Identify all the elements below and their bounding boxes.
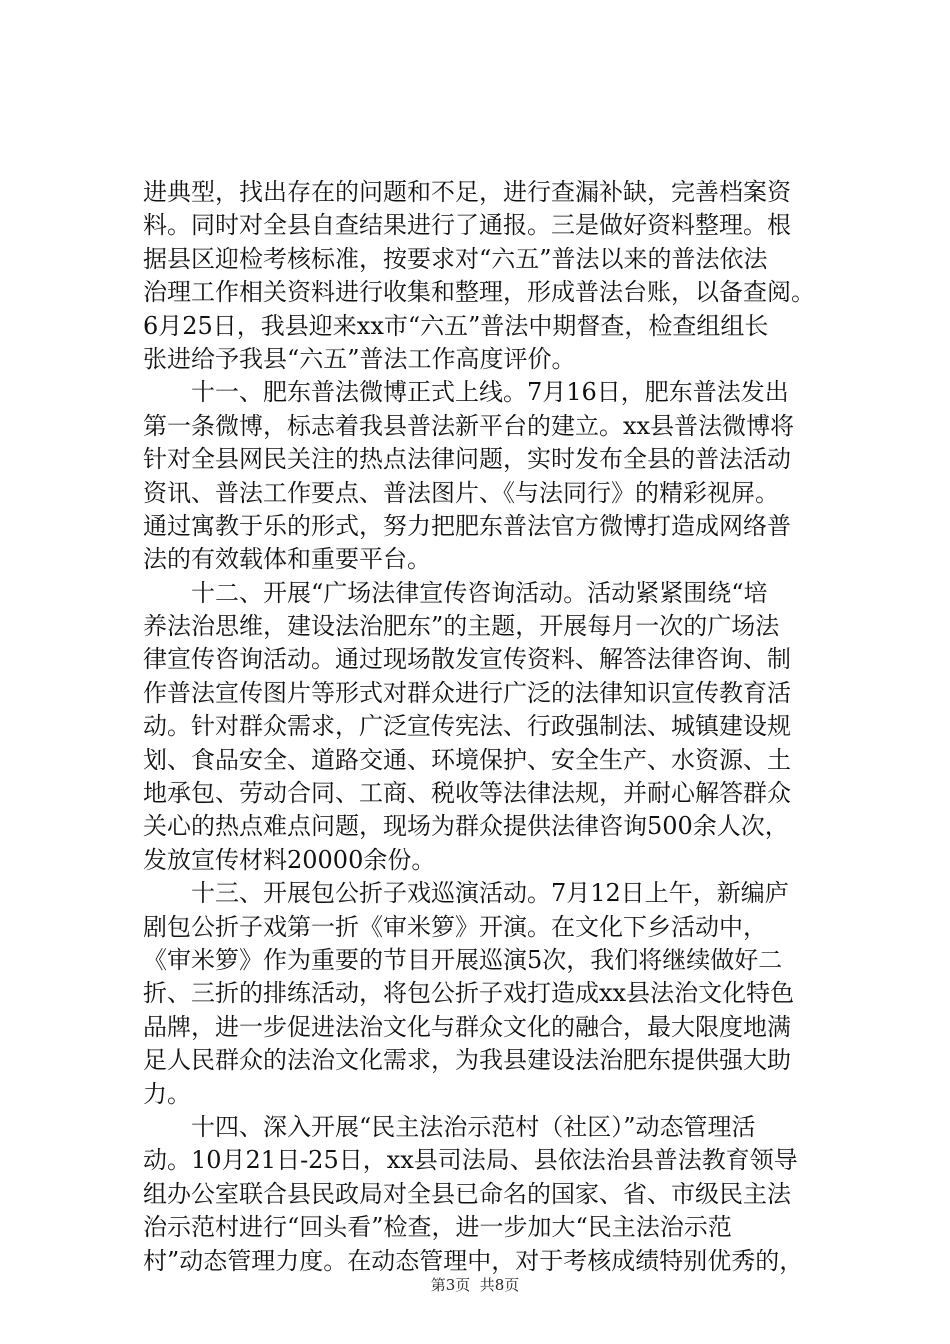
- text-line: 治理工作相关资料进行收集和整理，形成普法台账，以备查阅。: [143, 278, 815, 307]
- text-line: 6月25日，我县迎来xx市“六五”普法中期督查，检查组组长: [143, 311, 769, 340]
- text-line: 关心的热点难点问题，现场为群众提供法律咨询500余人次，: [143, 812, 789, 841]
- text-line: 料。同时对全县自查结果进行了通报。三是做好资料整理。根: [143, 211, 791, 240]
- paragraph-first-line: 十一、肥东普法微博正式上线。7月16日，肥东普法发出: [191, 378, 789, 407]
- text-line: 通过寓教于乐的形式，努力把肥东普法官方微博打造成网络普: [143, 511, 791, 540]
- paragraph-first-line: 十二、开展“广场法律宣传咨询活动。活动紧紧围绕“培: [191, 578, 768, 607]
- text-line: 力。: [143, 1079, 191, 1108]
- text-line: 发放宣传材料20000余份。: [143, 845, 436, 874]
- text-line: 品牌，进一步促进法治文化与群众文化的融合，最大限度地满: [143, 1012, 791, 1041]
- text-line: 张进给予我县“六五”普法工作高度评价。: [143, 344, 576, 373]
- text-line: 作普法宣传图片等形式对群众进行广泛的法律知识宣传教育活: [143, 678, 791, 707]
- document-body: [143, 176, 818, 1278]
- text-line: 治示范村进行“回头看”检查，进一步加大“民主法治示范: [143, 1213, 732, 1242]
- text-line: 组办公室联合县民政局对全县已命名的国家、省、市级民主法: [143, 1179, 791, 1208]
- text-line: 养法治思维，建设法治肥东”的主题，开展每月一次的广场法: [143, 612, 780, 641]
- text-line: 据县区迎检考核标准，按要求对“六五”普法以来的普法依法: [143, 244, 768, 273]
- paragraph-first-line: 十三、开展包公折子戏巡演活动。7月12日上午，新编庐: [191, 879, 789, 908]
- text-line: 资讯、普法工作要点、普法图片、《与法同行》的精彩视屏。: [143, 478, 779, 507]
- text-line: 动。针对群众需求，广泛宣传宪法、行政强制法、城镇建设规: [143, 712, 791, 741]
- text-line: 地承包、劳动合同、工商、税收等法律法规，并耐心解答群众: [143, 779, 791, 808]
- text-line: 足人民群众的法治文化需求，为我县建设法治肥东提供强大助: [143, 1046, 791, 1075]
- text-line: 剧包公折子戏第一折《审米箩》开演。在文化下乡活动中，: [143, 912, 767, 941]
- text-line: 律宣传咨询活动。通过现场散发宣传资料、解答法律咨询、制: [143, 645, 791, 674]
- text-line: 村”动态管理力度。在动态管理中，对于考核成绩特别优秀的，: [143, 1246, 804, 1275]
- text-line: 划、食品安全、道路交通、环境保护、安全生产、水资源、土: [143, 745, 791, 774]
- text-line: 法的有效载体和重要平台。: [143, 545, 431, 574]
- text-line: 针对全县网民关注的热点法律问题，实时发布全县的普法活动: [143, 445, 791, 474]
- text-line: 折、三折的排练活动，将包公折子戏打造成xx县法治文化特色: [143, 979, 795, 1008]
- text-line: 进典型，找出存在的问题和不足，进行查漏补缺，完善档案资: [143, 178, 791, 206]
- text-line: 动。10月21日-25日，xx县司法局、县依法治县普法教育领导: [143, 1146, 798, 1175]
- text-line: 《审米箩》作为重要的节目开展巡演5次，我们将继续做好二: [143, 945, 783, 974]
- page-footer: 第3页 共8页: [430, 1276, 520, 1294]
- text-line: 第一条微博，标志着我县普法新平台的建立。xx县普法微博将: [143, 411, 795, 440]
- paragraph-first-line: 十四、深入开展“民主法治示范村（社区）”动态管理活: [191, 1112, 756, 1141]
